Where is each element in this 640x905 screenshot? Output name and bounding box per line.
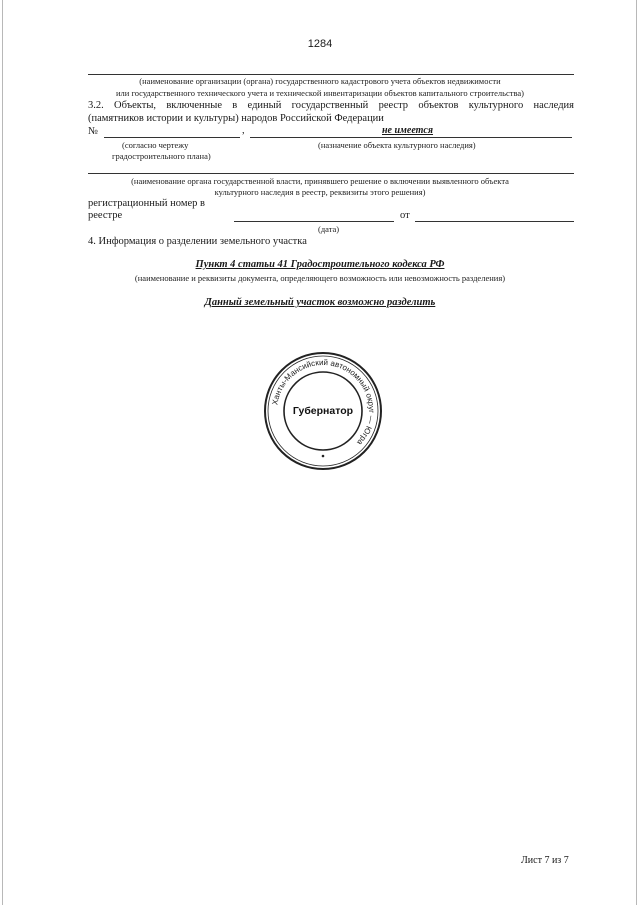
division-conclusion: Данный земельный участок возможно разделить: [204, 297, 436, 308]
date-caption: (дата): [318, 224, 340, 234]
sheet-footer: Лист 7 из 7: [521, 855, 569, 866]
purpose-caption: (назначение объекта культурного наследия): [318, 140, 476, 150]
heritage-purpose-value: не имеется: [382, 125, 434, 136]
section-3-2-line2: (памятников истории и культуры) народов Российской Федерации: [88, 113, 384, 124]
cadastral-caption-2: или государственного технического учета и технической инвентаризации объектов капитального строительства): [115, 88, 524, 98]
authority-caption-2: культурного наследия в реестр, реквизиты этого решения): [214, 187, 426, 197]
seal-dot: [322, 455, 325, 458]
authority-caption-1: (наименование органа государственной власти, принявшего решение о включении выявленного объекта: [131, 176, 509, 186]
authority-line: [88, 173, 574, 174]
section-4-title: 4. Информация о разделении земельного участка: [88, 236, 307, 247]
division-basis-caption: (наименование и реквизиты документа, определяющего возможность или невозможность разделения): [134, 273, 506, 283]
heritage-purpose-line: [250, 137, 572, 138]
scan-edge-left: [2, 0, 3, 905]
scan-edge-right: [636, 0, 637, 905]
cadastral-line: [88, 74, 574, 75]
comma: ,: [242, 125, 245, 136]
cadastral-caption-1: (наименование организации (органа) государственного кадастрового учета объектов недвижимости: [139, 76, 501, 86]
from-label: от: [400, 210, 410, 221]
page-number: 1284: [307, 38, 333, 50]
heritage-number-line: [104, 137, 240, 138]
seal-outer-text: Ханты-Мансийский автономный округ — Югра: [270, 357, 377, 447]
division-basis: Пункт 4 статьи 41 Градостроительного кодекса РФ: [195, 259, 445, 270]
registration-date-line: [415, 221, 574, 222]
section-3-2-line1: 3.2. Объекты, включенные в единый государственный реестр объектов культурного наследия: [88, 100, 574, 111]
number-sign: №: [88, 126, 99, 137]
registration-label-1: регистрационный номер в: [88, 198, 205, 209]
registration-number-line: [234, 221, 394, 222]
plan-caption-2: градостроительного плана): [112, 151, 211, 161]
official-seal: [262, 350, 384, 472]
plan-caption-1: (согласно чертежу: [122, 140, 189, 150]
registration-label-2: реестре: [88, 210, 123, 221]
seal-center-text: Губернатор: [292, 405, 354, 417]
